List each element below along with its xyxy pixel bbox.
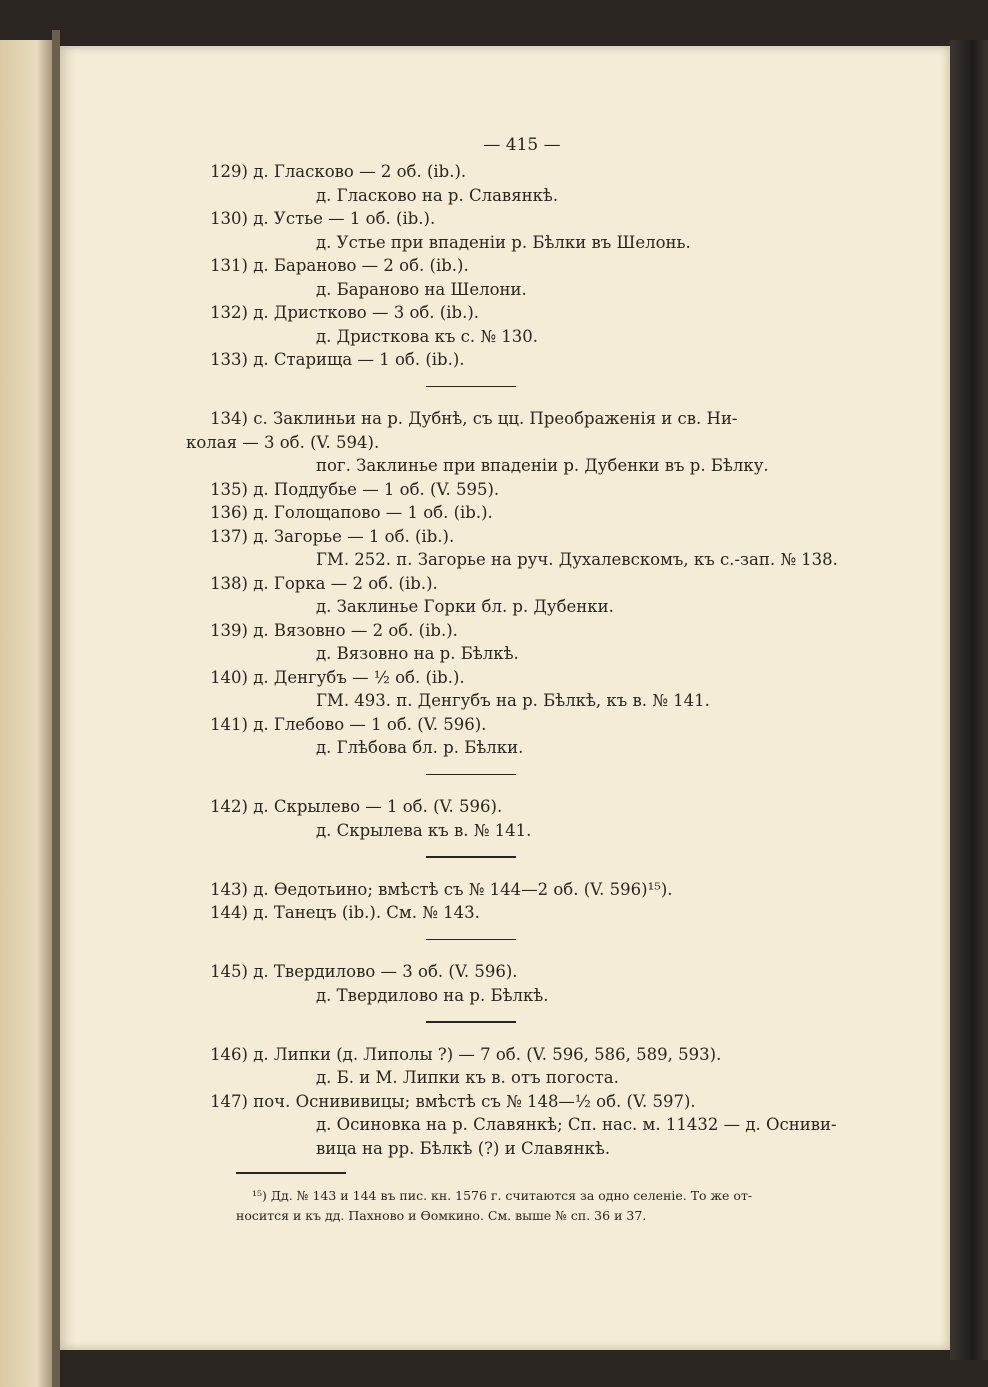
entry-139: 139) д. Вязовно — 2 об. (ib.). <box>210 620 458 640</box>
section-divider <box>426 774 516 776</box>
footnote-line-1: ¹⁵) Дд. № 143 и 144 въ пис. кн. 1576 г. считаются за одно селеніе. То же от- <box>252 1187 753 1203</box>
entry-138: 138) д. Горка — 2 об. (ib.). <box>210 573 438 593</box>
entry-129-note: д. Гласково на р. Славянкѣ. <box>316 185 559 205</box>
section-divider <box>426 939 516 941</box>
entry-140: 140) д. Денгубъ — ½ об. (ib.). <box>210 667 465 687</box>
entry-138-note: д. Заклинье Горки бл. р. Дубенки. <box>316 597 614 616</box>
entry-145-note: д. Твердилово на р. Бѣлкѣ. <box>316 985 549 1005</box>
entry-139-note: д. Вязовно на р. Бѣлкѣ. <box>316 644 519 663</box>
section-divider <box>426 386 516 388</box>
entry-129: 129) д. Гласково — 2 об. (ib.). <box>210 162 467 181</box>
section-divider <box>426 1021 516 1023</box>
entry-140-note: ГМ. 493. п. Денгубъ на р. Бѣлкѣ, къ в. № 141. <box>316 691 710 710</box>
entry-136: 136) д. Голощапово — 1 об. (ib.). <box>210 503 493 522</box>
footnote-divider <box>236 1172 346 1174</box>
section-divider <box>426 856 516 858</box>
entry-142: 142) д. Скрылево — 1 об. (V. 596). <box>210 797 503 816</box>
page-number: — 415 — <box>483 135 561 155</box>
entry-137: 137) д. Загорье — 1 об. (ib.). <box>210 526 455 546</box>
entry-144: 144) д. Танецъ (ib.). См. № 143. <box>210 903 480 922</box>
entry-143: 143) д. Ѳедотьино; вмѣстѣ съ № 144—2 об. (V. 596)¹⁵). <box>210 879 673 899</box>
entry-147-note-cont: вица на рр. Бѣлкѣ (?) и Славянкѣ. <box>316 1138 611 1158</box>
entry-146: 146) д. Липки (д. Липолы ?) — 7 об. (V. 596, 586, 589, 593). <box>210 1044 722 1064</box>
entry-130: 130) д. Устье — 1 об. (ib.). <box>210 209 436 228</box>
entry-147: 147) поч. Оснививицы; вмѣстѣ съ № 148—½ об. (V. 597). <box>210 1091 696 1111</box>
entry-141: 141) д. Глебово — 1 об. (V. 596). <box>210 714 487 734</box>
footnote-line-2: носится и къ дд. Пахново и Ѳомкино. См. выше № сп. 36 и 37. <box>236 1207 647 1223</box>
entry-131-note: д. Бараново на Шелони. <box>316 279 527 299</box>
left-page-edge <box>0 40 52 1387</box>
entry-134: 134) с. Заклиньи на р. Дубнѣ, съ цц. Преображенія и св. Ни- <box>210 409 738 428</box>
book-spine <box>52 30 60 1387</box>
entry-132-note: д. Дристкова къ с. № 130. <box>316 326 538 346</box>
entry-147-note: д. Осиновка на р. Славянкѣ; Сп. нас. м. 11432 — д. Осниви- <box>316 1115 837 1134</box>
entry-137-note: ГМ. 252. п. Загорье на руч. Духалевскомъ, къ с.-зап. № 138. <box>316 550 838 569</box>
page-content <box>186 130 864 1226</box>
book-page <box>60 46 950 1350</box>
entry-146-note: д. Б. и М. Липки къ в. отъ погоста. <box>316 1068 619 1087</box>
entry-132: 132) д. Дристково — 3 об. (ib.). <box>210 303 480 322</box>
entry-131: 131) д. Бараново — 2 об. (ib.). <box>210 256 469 275</box>
entry-134-cont: колая — 3 об. (V. 594). <box>186 432 380 452</box>
entry-141-note: д. Глѣбова бл. р. Бѣлки. <box>316 738 524 757</box>
entry-130-note: д. Устье при впаденіи р. Бѣлки въ Шелонь. <box>316 232 691 252</box>
entry-133: 133) д. Старища — 1 об. (ib.). <box>210 350 465 369</box>
entry-142-note: д. Скрылева къ в. № 141. <box>316 820 532 840</box>
entry-145: 145) д. Твердилово — 3 об. (V. 596). <box>210 962 518 981</box>
entry-135: 135) д. Поддубье — 1 об. (V. 595). <box>210 479 500 499</box>
entry-134-note: пог. Заклинье при впаденіи р. Дубенки въ р. Бѣлку. <box>316 456 769 475</box>
book-cover-edge <box>950 40 988 1360</box>
